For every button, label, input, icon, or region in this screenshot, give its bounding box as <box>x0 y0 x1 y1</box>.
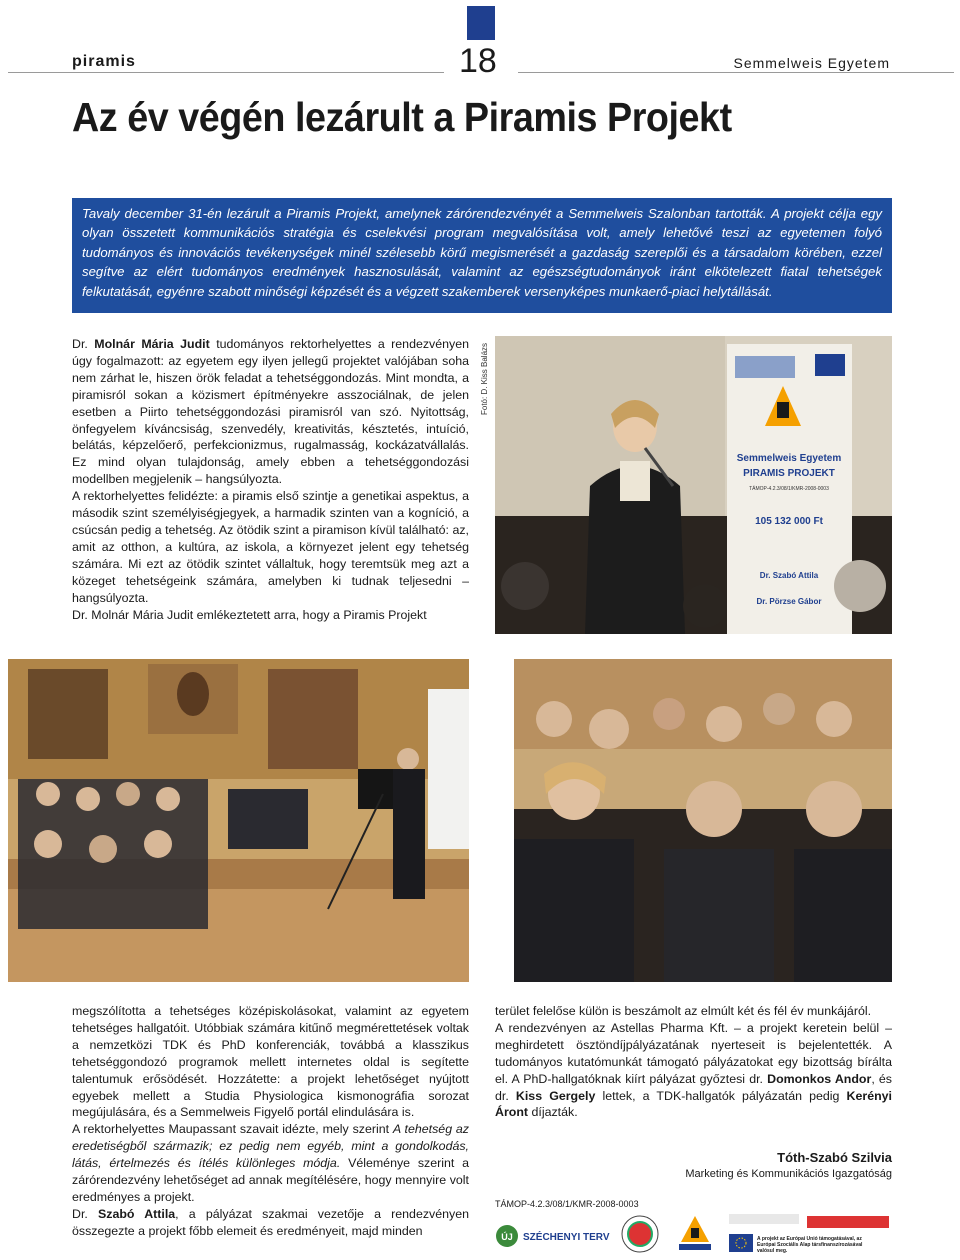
paragraph-4: megszólította a tehetséges középiskolásokat, valamint az egyetem tehetséges hallgatóit. Utóbbiak számára kitűnő megmérettetések voltak a nemzetközi TDK és PhD konferenciák, továbbá a klasszikus tehetséggondozó programok mellett internetes oldal is segítette talentumuk erősödését. Hozzátette: a projekt lehetőséget nyújtott egyebek mellett a Studia Physiologica kismonográfia sorozat megújulására, és a Semmelweis Figyelő portál elindulására is. <box>72 1004 469 1120</box>
banner-line-3: 105 132 000 Ft <box>755 516 823 527</box>
article-title: Az év végén lezárult a Piramis Projekt <box>72 94 732 140</box>
person-name: Domonkos Andor <box>767 1071 872 1086</box>
p8-mid: , és dr. <box>495 1071 892 1103</box>
university-seal-icon <box>622 1216 658 1252</box>
tamop-code: TÁMOP-4.2.3/08/1/KMR-2008-0003 <box>495 1199 639 1209</box>
paragraph-2: A rektorhelyettes felidézte: a piramis első szintje a genetikai aspektus, a második szint személyiségjegyek, a harmadik szinten van a kogníció, a csúcsán pedig a tehetség. Az ötödik szint a piramison kívül található: az, amit az otthon, a kultúra, az iskola, a környezet jelent egy tehetség számára. Mi ezt az ötödik szintet vállaltuk, hogy teremtsük meg azt a közeget tehetségeink számára, amelyben ki tudnak teljesedni – hangsúlyozta. <box>72 489 469 605</box>
p5-start: A rektorhelyettes Maupassant szavait idézte, mely szerint <box>72 1122 393 1137</box>
maupassant-quote: A tehetség az eredetiségből származik; ez pedig nem egyéb, mint a gondolkodás, látás, értelmezés és ítélés különleges módja. <box>72 1122 469 1171</box>
p6-start: Dr. <box>72 1206 98 1221</box>
banner-line-1: Semmelweis Egyetem <box>736 453 842 464</box>
eu-logo-block <box>729 1214 889 1254</box>
paragraph-7: terület felelőse külön is beszámolt az elmúlt két és fél év munkájáról. <box>495 1004 872 1018</box>
p8-end: díjazták. <box>528 1105 578 1120</box>
institution-label: Semmelweis Egyetem <box>733 55 890 71</box>
section-label: piramis <box>72 53 136 70</box>
p1-start: Dr. <box>72 337 95 351</box>
header-rule-right <box>518 72 954 73</box>
author-signature <box>685 1150 892 1180</box>
banner-line-2: PIRAMIS PROJEKT <box>743 468 835 479</box>
banner-line-5: Dr. Pörzse Gábor <box>756 597 822 606</box>
person-name: Szabó Attila <box>98 1206 176 1221</box>
p1-rest: tudományos rektorhelyettes a rendezvényen úgy fogalmazott: az egyetem egy ilyen jellegű projektet valójában soha nem zárhat le, hiszen örök feladat a tehetséggondozás. Mint mondta, a piramisról sokan a közismert építményekre asszociálnak, de jelen esetben a Piirto tehetséggondozási piramisról van szó. Nyitottság, önfegyelem kíváncsiság, szenvedély, kreativitás, késztetés, intuíció, belátás, képzelőerő, perfekcionizmus, rugalmasság, kockázatvállalás. Ez mind olyan tulajdonság, amely ebben a tehetséggondozási modellben megjelenik – hangsúlyozta. <box>72 337 470 487</box>
article-column-bottom-left <box>72 1003 469 1240</box>
paragraph-3: Dr. Molnár Mária Judit emlékeztetett arra, hogy a Piramis Projekt <box>72 607 427 622</box>
p6-rest: , a pályázat szakmai vezetője a rendezvényen összegezte a projekt főbb elemeit és eredményeit, majd minden <box>72 1206 469 1238</box>
szechenyi-text: SZÉCHENYI TERV <box>523 1232 610 1243</box>
p5-rest: Véleménye szerint a zárórendezvény lehetőséget ad annak megítélésére, hogy mennyire volt eredményes a projekt. <box>72 1156 470 1204</box>
person-name: Molnár Mária Judit <box>94 337 210 351</box>
banner-line-6: TÁMOP-4.2.3/08/1/KMR-2008-0003 <box>749 486 829 492</box>
paragraph-6 <box>72 1206 469 1240</box>
p8-start: A rendezvényen az Astellas Pharma Kft. – a projekt keretein belül – meghirdetett ösztöndíjpályázatának nyerteseit is bejelentették. A tudományos kutatómunkát támogató pályázatokat egy bizottság bírálta el. A PhD-hallgatóknak kiírt pályázat győztesi dr. <box>495 1020 892 1086</box>
eu-funding-text: A projekt az Európai Unió támogatásával, az Európai Szociális Alap társfinanszírozásával valósul meg. <box>757 1236 863 1254</box>
page-number: 18 <box>459 42 497 80</box>
article-column-top <box>72 336 469 623</box>
header-square <box>467 6 495 40</box>
paragraph-8 <box>495 1020 892 1121</box>
author-role: Marketing és Kommunikációs Igazgatóság <box>685 1168 892 1180</box>
p8-mid-2: lettek, a TDK-hallgatók pályázatán pedig <box>595 1088 847 1103</box>
szechenyi-logo <box>496 1225 610 1247</box>
paragraph-1 <box>72 336 469 488</box>
funding-logos <box>495 1210 892 1256</box>
article-column-bottom-right <box>495 1003 892 1121</box>
photo-hall <box>8 659 469 982</box>
lead-box <box>72 198 892 313</box>
person-name: Kerényi Áront <box>495 1088 893 1120</box>
svg-text:ÚJ: ÚJ <box>501 1232 513 1242</box>
piramis-logo-icon <box>679 1216 711 1250</box>
photo-speaker <box>495 336 892 634</box>
header-rule-left <box>8 72 444 73</box>
photo-audience <box>514 659 892 982</box>
photo-credit: Fotó: D. Kiss Balázs <box>480 342 489 415</box>
person-name: Kiss Gergely <box>515 1088 596 1103</box>
paragraph-5 <box>72 1121 469 1206</box>
lead-text: Tavaly december 31-én lezárult a Piramis Projekt, amelynek zárórendezvényét a Semmelweis Szalonban tartották. A projekt célja egy olyan összetett kommunikációs stratégia és cselekvési program megvalósítása volt, amely lehetővé teszi az egyetemen folyó tudományos és innovációs tevékenységek minél szélesebb körű megismerését a gazdaság szereplői és a társadalom körében, ezzel segítve az elért tudományos eredmények hasznosulását, valamint az egészségtudományok iránt elkötelezett fiatal tehetségek felkutatását, egyénre szabott minőségi képzését és a végzett szakemberek versenyképes munkaerő-piaci helytállását. <box>82 206 882 299</box>
author-name: Tóth-Szabó Szilvia <box>777 1150 892 1165</box>
banner-line-4: Dr. Szabó Attila <box>759 571 819 580</box>
